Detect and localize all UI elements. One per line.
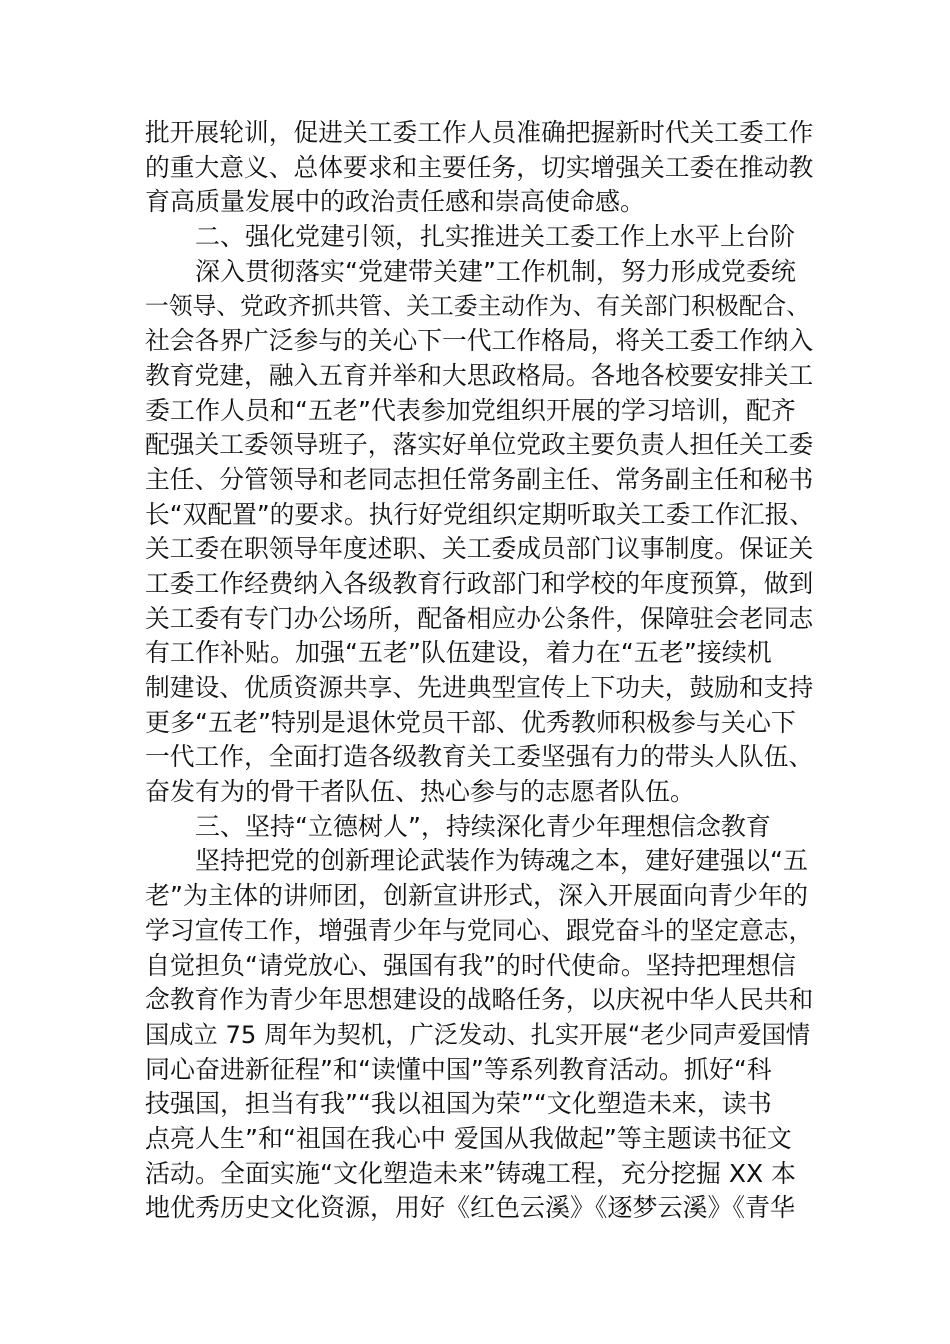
text-line: 育高质量发展中的政治责任感和崇高使命感。 [145,187,646,217]
text-line: 长“双配置”的要求。执行好党组织定期听取关工委工作汇报、 [145,499,815,529]
text-line: 同心奋进新征程”和“读懂中国”等系列教育活动。抓好“科 [145,1054,772,1084]
text-line: 关工委有专门办公场所，配备相应办公条件，保障驻会老同志 [145,603,814,633]
text-line: 主任、分管领导和老同志担任常务副主任、常务副主任和秘书 [145,464,814,494]
text-line: 工委工作经费纳入各级教育行政部门和学校的年度预算，做到 [145,568,814,598]
text-line: 更多“五老”特别是退休党员干部、优秀教师积极参与关心下 [145,707,796,737]
text-line: 委工作人员和“五老”代表参加党组织开展的学习培训，配齐 [145,395,796,425]
paragraph-start-line: 坚持把党的创新理论武装作为铸魂之本，建好建强以“五 [195,846,808,876]
text-line: 配强关工委领导班子，落实好单位党政主要负责人担任关工委 [145,430,814,460]
text-line: 活动。全面实施“文化塑造未来”铸魂工程，充分挖掘 XX 本 [145,1158,797,1188]
text-line: 有工作补贴。加强“五老”队伍建设，着力在“五老”接续机 [145,638,772,668]
text-line: 地优秀历史文化资源，用好《红色云溪》《逐梦云溪》《青华 [145,1193,796,1223]
paragraph-start-line: 三、坚持“立德树人”，持续深化青少年理想信念教育 [195,811,771,841]
text-line: 制建设、优质资源共享、先进典型宣传上下功夫，鼓励和支持 [145,673,814,702]
text-line: 技强国，担当有我”“我以祖国为荣”“文化塑造未来，读书 [145,1089,772,1119]
text-line: 批开展轮训，促进关工委工作人员准确把握新时代关工委工作 [145,118,814,147]
text-line: 老”为主体的讲师团，创新宣讲形式，深入开展面向青少年的 [145,881,808,911]
document-body [145,116,813,1226]
text-line: 奋发有为的骨干者队伍、热心参与的志愿者队伍。 [145,777,696,807]
text-line: 自觉担负“请党放心、强国有我”的时代使命。坚持把理想信 [145,950,796,980]
text-line: 社会各界广泛参与的关心下一代工作格局，将关工委工作纳入 [145,326,814,356]
paragraph-start-line: 深入贯彻落实“党建带关建”工作机制，努力形成党委统 [195,256,796,286]
paragraph-start-line: 二、强化党建引领，扎实推进关工委工作上水平上台阶 [195,222,796,252]
text-line: 的重大意义、总体要求和主要任务，切实增强关工委在推动教 [145,152,814,182]
text-line: 点亮人生”和“祖国在我心中 爱国从我做起”等主题读书征文 [145,1123,792,1153]
text-line: 一领导、党政齐抓共管、关工委主动作为、有关部门积极配合、 [145,292,811,321]
text-line: 国成立 75 周年为契机，广泛发动、扎实开展“老少同声爱国情 [145,1019,811,1049]
text-line: 学习宣传工作，增强青少年与党同心、跟党奋斗的坚定意志， [145,915,814,945]
text-line: 一代工作，全面打造各级教育关工委坚强有力的带头人队伍、 [145,742,814,772]
text-line: 教育党建，融入五育并举和大思政格局。各地各校要安排关工 [145,360,814,390]
text-line: 念教育作为青少年思想建设的战略任务，以庆祝中华人民共和 [145,985,814,1015]
text-line: 关工委在职领导年度述职、关工委成员部门议事制度。保证关 [145,534,814,564]
